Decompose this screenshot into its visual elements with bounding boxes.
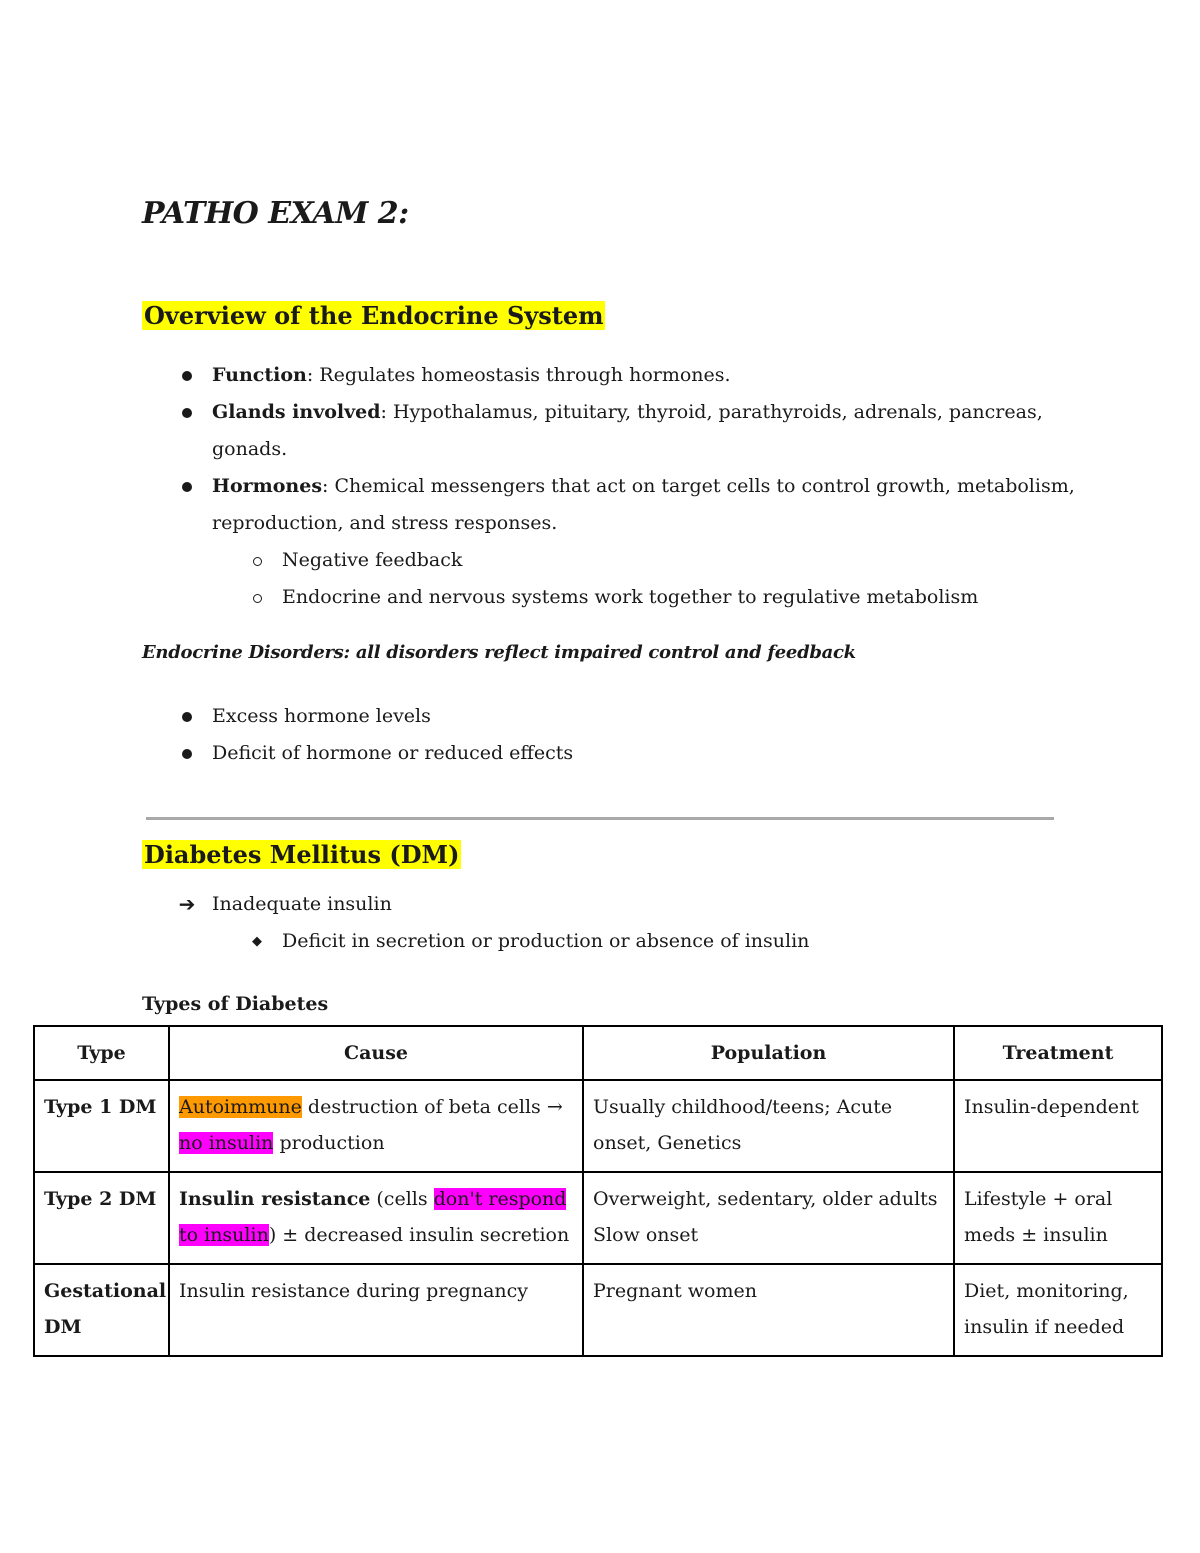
horizontal-divider [146, 817, 1054, 820]
column-header: Cause [169, 1026, 583, 1080]
list-item: Excess hormone levels [142, 698, 1092, 735]
circle-bullet-icon [253, 557, 262, 566]
list-item: Deficit of hormone or reduced effects [142, 735, 1092, 772]
column-header: Type [34, 1026, 169, 1080]
circle-bullet-icon [253, 594, 262, 603]
population-cell: Usually childhood/teens; Acute onset, Genetics [583, 1080, 954, 1172]
diamond-bullet-icon: ◆ [252, 934, 262, 949]
list-item: Hormones: Chemical messengers that act on target cells to control growth, metabolism, reproduction, and stress responses. Negative feedback Endocrine and nervous systems work together to regulative metabolism [142, 468, 1092, 616]
table-row [34, 1172, 1162, 1264]
list-item: Function: Regulates homeostasis through hormones. [142, 357, 1092, 394]
bullet-icon [182, 749, 192, 759]
bullet-icon [182, 408, 192, 418]
section-heading-diabetes: Diabetes Mellitus (DM) [144, 840, 460, 869]
column-header: Population [583, 1026, 954, 1080]
type-cell: Type 2 DM [34, 1172, 169, 1264]
list-item: ◆ Deficit in secretion or production or absence of insulin [212, 923, 1092, 960]
type-cell: Gestational DM [34, 1264, 169, 1356]
section-heading-endocrine: Overview of the Endocrine System [144, 301, 604, 330]
table-header-row [34, 1026, 1162, 1080]
type-cell: Type 1 DM [34, 1080, 169, 1172]
disorders-list [142, 698, 1092, 772]
arrow-right-icon: ➔ [178, 892, 196, 916]
endocrine-disorders-heading: Endocrine Disorders: all disorders reflect impaired control and feedback [142, 642, 856, 663]
list-item: ➔ Inadequate insulin ◆ Deficit in secretion or production or absence of insulin [142, 886, 1092, 960]
population-cell: Overweight, sedentary, older adults Slow onset [583, 1172, 954, 1264]
treatment-cell: Insulin-dependent [954, 1080, 1162, 1172]
types-of-diabetes-label: Types of Diabetes [142, 993, 329, 1015]
table-row [34, 1080, 1162, 1172]
diabetes-types-table [33, 1025, 1163, 1357]
cause-cell: Autoimmune destruction of beta cells → no insulin production [169, 1080, 583, 1172]
cause-cell: Insulin resistance during pregnancy [169, 1264, 583, 1356]
column-header: Treatment [954, 1026, 1162, 1080]
bullet-icon [182, 482, 192, 492]
hormones-sub-list [212, 542, 1092, 616]
list-item: Endocrine and nervous systems work together to regulative metabolism [212, 579, 1092, 616]
population-cell: Pregnant women [583, 1264, 954, 1356]
treatment-cell: Diet, monitoring, insulin if needed [954, 1264, 1162, 1356]
cause-cell: Insulin resistance (cells don't respond to insulin) ± decreased insulin secretion [169, 1172, 583, 1264]
endocrine-overview-list [142, 357, 1092, 616]
list-item: Negative feedback [212, 542, 1092, 579]
table-row [34, 1264, 1162, 1356]
bullet-icon [182, 371, 192, 381]
document-title: PATHO EXAM 2: [142, 196, 409, 231]
diabetes-list [142, 886, 1092, 960]
list-item: Glands involved: Hypothalamus, pituitary, thyroid, parathyroids, adrenals, pancreas, gonads. [142, 394, 1092, 468]
bullet-icon [182, 712, 192, 722]
treatment-cell: Lifestyle + oral meds ± insulin [954, 1172, 1162, 1264]
